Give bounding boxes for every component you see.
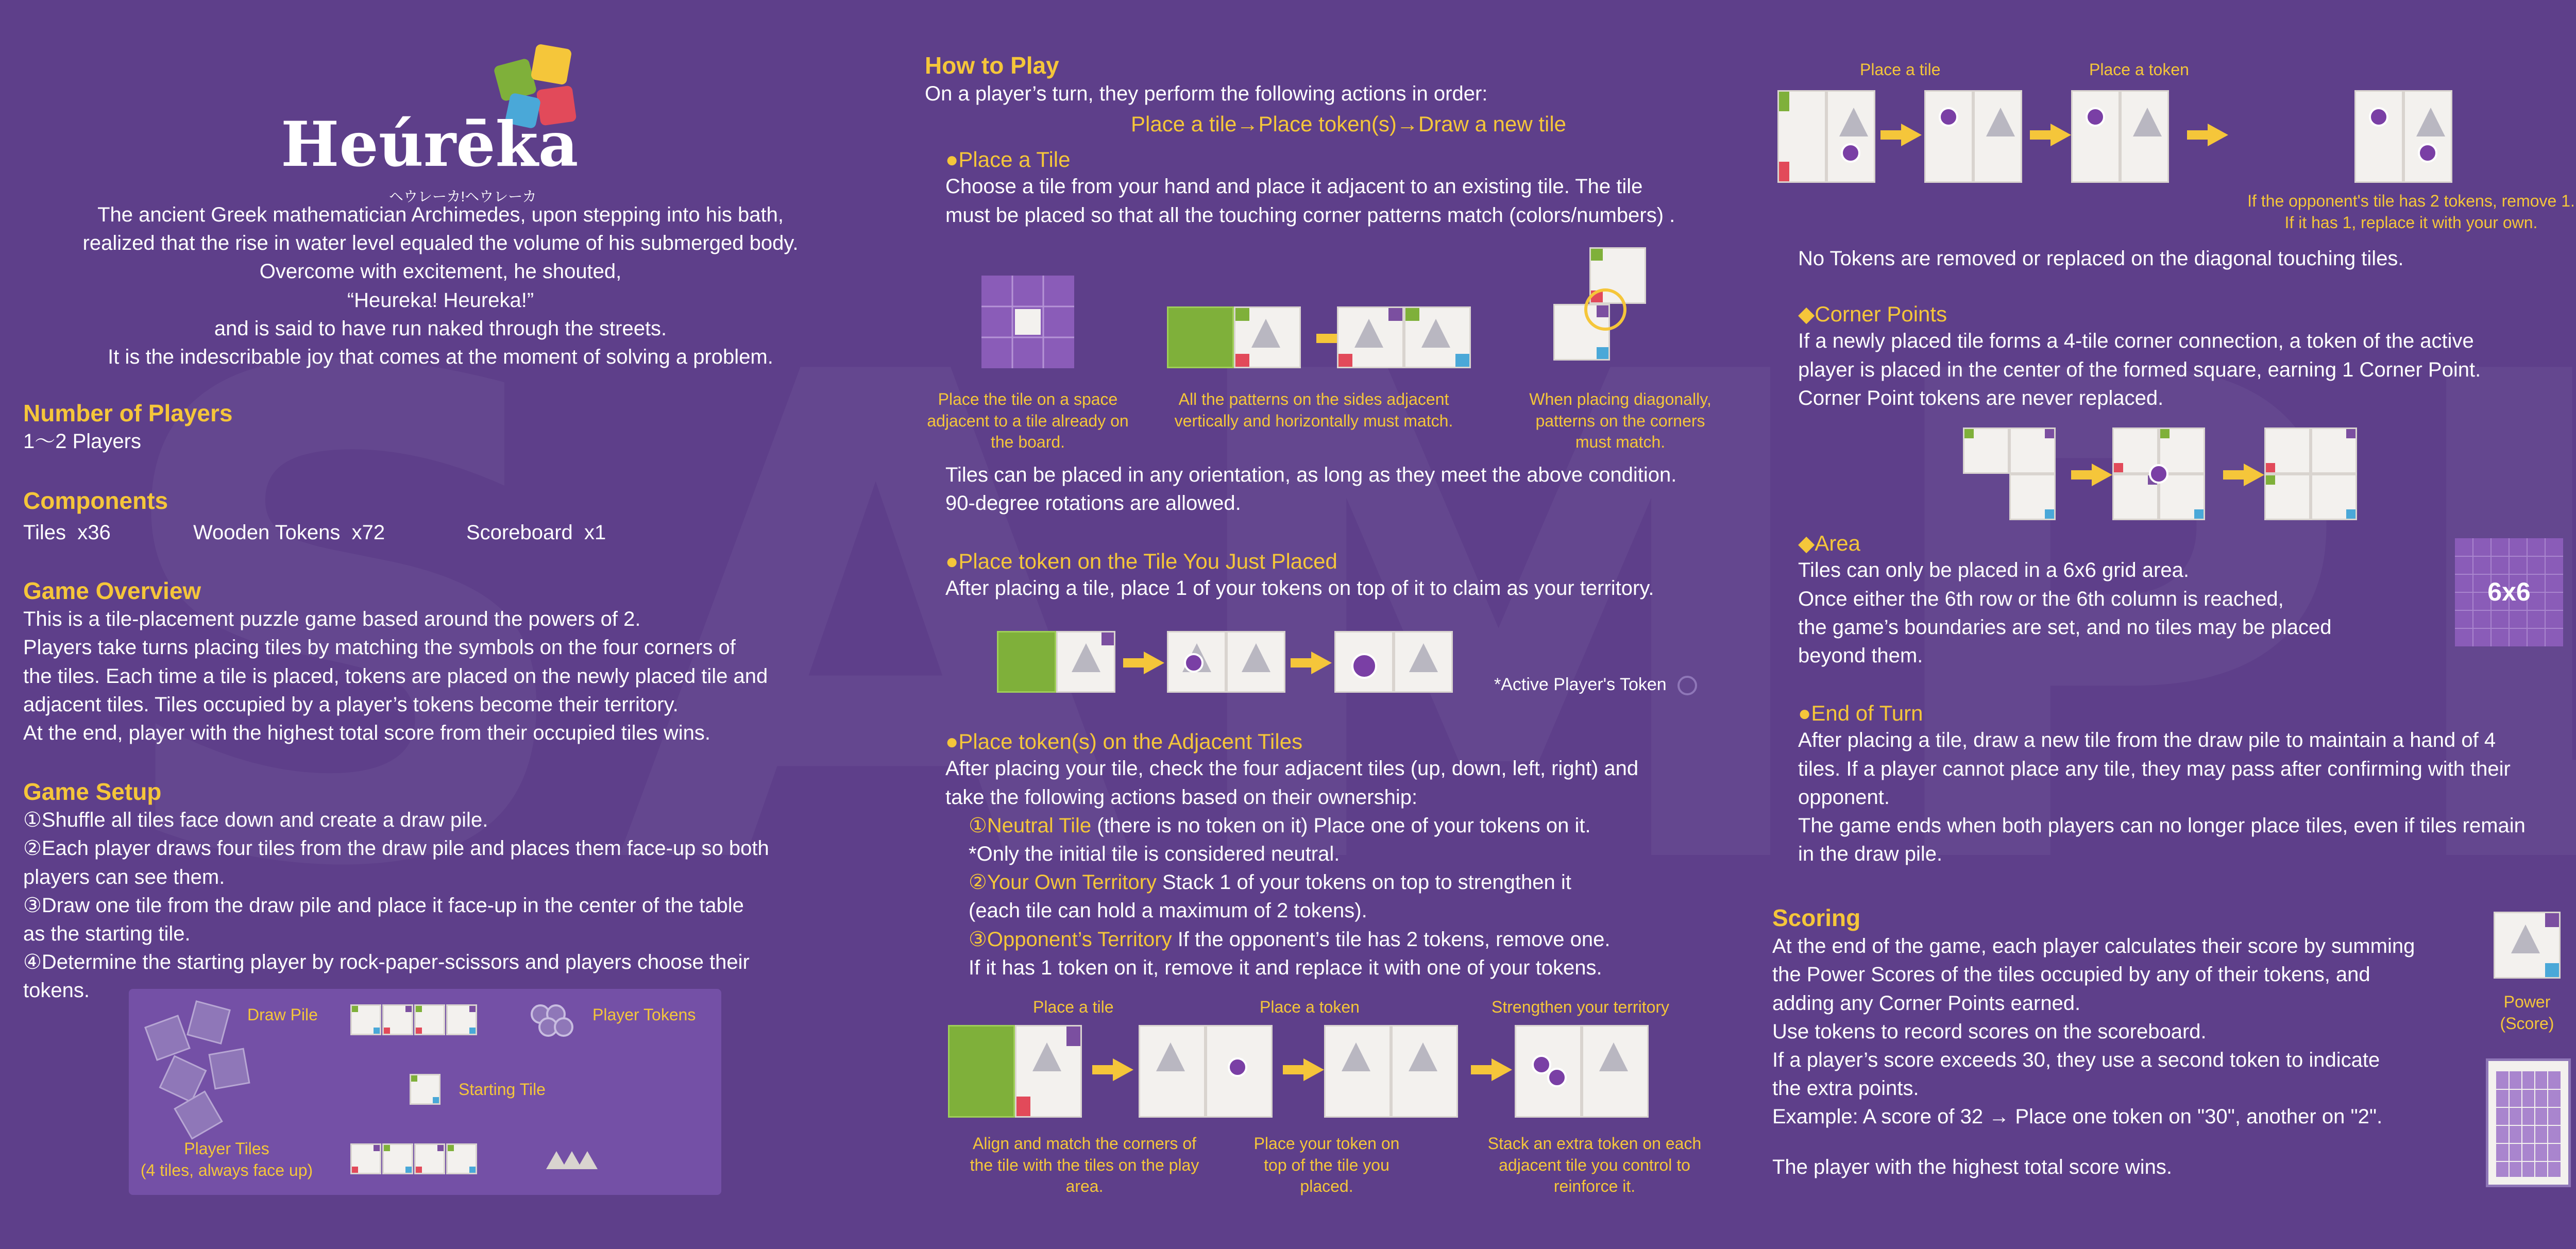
top-place-token-label: Place a token (2089, 60, 2189, 79)
starting-tile-icon (410, 1074, 440, 1105)
triangle-tokens-icon (541, 1143, 603, 1174)
component-scoreboard: Scoreboard x1 (466, 521, 606, 544)
bottom-place-token-label: Place a token (1260, 998, 1360, 1016)
setup-line: ③Draw one tile from the draw pile and place it face-up in the center of the table (23, 894, 744, 917)
end-turn-line: opponent. (1798, 785, 1890, 809)
end-turn-heading: ●End of Turn (1798, 701, 1923, 725)
scoring-line: Use tokens to record scores on the scoreboard. (1772, 1020, 2207, 1043)
overview-line: This is a tile-placement puzzle game based around the powers of 2. (23, 608, 641, 631)
active-token-text: *Active Player's Token (1494, 675, 1667, 694)
grid-6x6-label: 6x6 (2487, 577, 2531, 606)
caption-align: Align and match the corners of the tile with the tiles on the play area. (970, 1134, 1199, 1196)
adjacent-grid-illustration (981, 276, 1074, 371)
power-label-text: Power (2503, 993, 2551, 1011)
corner-line: If a newly placed tile forms a 4-tile corner connection, a token of the active (1798, 330, 2474, 353)
column-how-to-play (925, 0, 1765, 1249)
overview-line: Players take turns placing tiles by matching the symbols on the four corners of (23, 636, 736, 659)
power-label (2494, 991, 2561, 1034)
intro-text (23, 201, 858, 371)
replace-note-2: If it has 1, replace it with your own. (2284, 213, 2538, 232)
area-line: Tiles can only be placed in a 6x6 grid area. (1798, 559, 2189, 582)
adjacent-line: take the following actions based on their ownership: (945, 785, 1418, 809)
caption-place-token: Place your token on top of the tile you placed. (1253, 1134, 1400, 1196)
end-turn-section (1798, 700, 2576, 868)
player-tokens-label: Player Tokens (592, 1005, 696, 1024)
opp-note: If it has 1 token on it, remove it and replace it with one of your tokens. (969, 956, 1602, 979)
logo-subtitle: ヘウレーカ!ヘウレーカ (389, 189, 537, 204)
howto-section (925, 52, 1765, 138)
place-token-text: After placing a tile, place 1 of your tokens on top of it to claim as your territory. (945, 577, 1654, 600)
players-text: 1～2 Players (23, 430, 141, 453)
setup-line: ②Each player draws four tiles from the draw pile and places them face-up so both (23, 837, 769, 860)
scoring-line: adding any Corner Points earned. (1772, 991, 2081, 1015)
active-token-icon (1677, 676, 1697, 695)
area-line: Once either the 6th row or the 6th column is reached, (1798, 587, 2284, 610)
winner-text: The player with the highest total score wins. (1772, 1155, 2172, 1178)
place-token-heading: ●Place token on the Tile You Just Placed (945, 549, 1337, 573)
scoring-line: the Power Scores of the tiles occupied by any of their tokens, and (1772, 963, 2370, 986)
adjacent-section (945, 729, 1765, 982)
neutral-label: ①Neutral Tile (969, 814, 1092, 837)
overview-heading: Game Overview (23, 577, 201, 604)
column-intro (23, 0, 858, 1249)
setup-diagram (129, 989, 721, 1195)
caption-adjacent: Place the tile on a space adjacent to a tile already on the board. (927, 390, 1129, 452)
own-note: (each tile can hold a maximum of 2 tokens). (969, 899, 1367, 922)
rotation-line: 90-degree rotations are allowed. (945, 492, 1241, 515)
setup-line: players can see them. (23, 865, 225, 888)
starting-tile-label: Starting Tile (459, 1080, 546, 1099)
howto-intro: On a player’s turn, they perform the following actions in order: (925, 82, 1488, 106)
grid-icon (981, 276, 1074, 368)
setup-line: ①Shuffle all tiles face down and create a draw pile. (23, 809, 488, 832)
scoring-line: Example: A score of 32 → Place one token on "30", another on "2". (1772, 1105, 2383, 1128)
intro-line: It is the indescribable joy that comes at the moment of solving a problem. (108, 345, 773, 368)
draw-pile-label: Draw Pile (247, 1005, 318, 1024)
neutral-note: *Only the initial tile is considered neutral. (969, 842, 1340, 865)
corner-heading: ◆Corner Points (1798, 302, 1947, 326)
player-tiles-title: Player Tiles (184, 1139, 269, 1158)
components-section (23, 487, 848, 544)
top-place-tile-label: Place a tile (1860, 60, 1941, 79)
intro-line: and is said to have run naked through the streets. (214, 317, 667, 340)
component-tokens: Wooden Tokens x72 (193, 521, 385, 544)
adjacent-heading: ●Place token(s) on the Adjacent Tiles (945, 729, 1303, 754)
setup-heading: Game Setup (23, 778, 162, 805)
intro-line: Overcome with excitement, he shouted, (259, 260, 622, 283)
score-label-text: (Score) (2500, 1014, 2554, 1033)
scoring-section (1772, 904, 2504, 1182)
scoring-line: If a player’s score exceeds 30, they use a second token to indicate (1772, 1048, 2380, 1071)
rotation-text (945, 461, 1765, 518)
end-turn-line: After placing a tile, draw a new tile from the draw pile to maintain a hand of 4 (1798, 729, 2496, 752)
place-tile-line: must be placed so that all the touching corner patterns match (colors/numbers) . (945, 203, 1675, 227)
opp-label: ③Opponent’s Territory (969, 928, 1172, 951)
grid-6x6-icon (2455, 538, 2563, 646)
component-tiles: Tiles x36 (23, 521, 111, 544)
setup-line: as the starting tile. (23, 922, 191, 945)
players-section (23, 399, 232, 456)
setup-section (23, 778, 858, 1005)
corner-line: Corner Point tokens are never replaced. (1798, 386, 2164, 409)
power-tile-icon (2494, 912, 2561, 979)
scoring-line: the extra points. (1772, 1077, 1919, 1100)
diagonal-note: No Tokens are removed or replaced on the diagonal touching tiles. (1798, 247, 2404, 270)
setup-line: tokens. (23, 979, 90, 1002)
area-section (1798, 531, 2391, 670)
corner-section (1798, 301, 2576, 413)
howto-heading: How to Play (925, 52, 1059, 79)
area-heading: ◆Area (1798, 531, 1861, 555)
bottom-place-tile-label: Place a tile (1033, 998, 1114, 1016)
place-token-section (945, 549, 1765, 603)
bottom-strengthen-label: Strengthen your territory (1492, 998, 1670, 1016)
components-heading: Components (23, 487, 168, 514)
place-tile-section (945, 147, 1765, 230)
own-text: Stack 1 of your tokens on top to strengthen it (1156, 871, 1571, 894)
overview-line: At the end, player with the highest total score from their occupied tiles wins. (23, 721, 711, 744)
setup-line: ④Determine the starting player by rock-paper-scissors and players choose their (23, 951, 750, 974)
player-tiles-note: (4 tiles, always face up) (140, 1160, 313, 1179)
replace-note-1: If the opponent's tile has 2 tokens, remove 1. (2247, 192, 2575, 210)
player-tiles-label (139, 1138, 314, 1181)
scoreboard-icon (2486, 1058, 2571, 1187)
caption-side-match: All the patterns on the sides adjacent vertically and horizontally must match. (1174, 390, 1453, 430)
own-label: ②Your Own Territory (969, 871, 1157, 894)
place-tile-heading: ●Place a Tile (945, 147, 1071, 172)
logo-title: Heúrēka (281, 108, 579, 181)
place-tile-line: Choose a tile from your hand and place it adjacent to an existing tile. The tile (945, 175, 1643, 198)
caption-diagonal: When placing diagonally, patterns on the corners must match. (1529, 390, 1711, 452)
end-turn-line: tiles. If a player cannot place any tile, they may pass after confirming with their (1798, 757, 2511, 780)
active-token-label (1494, 675, 1697, 695)
overview-line: adjacent tiles. Tiles occupied by a player’s tokens become their territory. (23, 693, 679, 716)
intro-line: The ancient Greek mathematician Archimedes, upon stepping into his bath, (97, 203, 784, 226)
rotation-line: Tiles can be placed in any orientation, as long as they meet the above condition. (945, 464, 1677, 486)
area-line: beyond them. (1798, 644, 1923, 667)
overview-section (23, 577, 858, 747)
end-turn-line: in the draw pile. (1798, 843, 1943, 866)
intro-line: “Heureka! Heureka!” (347, 288, 534, 312)
scoring-line: At the end of the game, each player calculates their score by summing (1772, 935, 2415, 958)
intro-line: realized that the rise in water level equaled the volume of his submerged body. (82, 232, 799, 255)
corner-line: player is placed in the center of the formed square, earning 1 Corner Point. (1798, 358, 2481, 381)
end-turn-line: The game ends when both players can no longer place tiles, even if tiles remain (1798, 814, 2526, 837)
adjacent-line: After placing your tile, check the four adjacent tiles (up, down, left, right) and (945, 757, 1639, 780)
highlight-circle (1584, 288, 1626, 331)
replace-note (2226, 191, 2576, 233)
scoring-heading: Scoring (1772, 904, 1861, 931)
players-heading: Number of Players (23, 400, 233, 426)
area-line: the game’s boundaries are set, and no tiles may be placed (1798, 615, 2332, 639)
caption-stack: Stack an extra token on each adjacent tile you control to reinforce it. (1487, 1134, 1702, 1196)
overview-line: the tiles. Each time a tile is placed, tokens are placed on the newly placed tile and (23, 664, 768, 688)
howto-sequence: Place a tile→Place token(s)→Draw a new tile (1131, 112, 1567, 136)
opp-text: If the opponent’s tile has 2 tokens, remove one. (1172, 928, 1611, 951)
column-rules (1772, 0, 2576, 1249)
logo (281, 41, 600, 204)
neutral-text: (there is no token on it) Place one of your tokens on it. (1091, 814, 1591, 837)
